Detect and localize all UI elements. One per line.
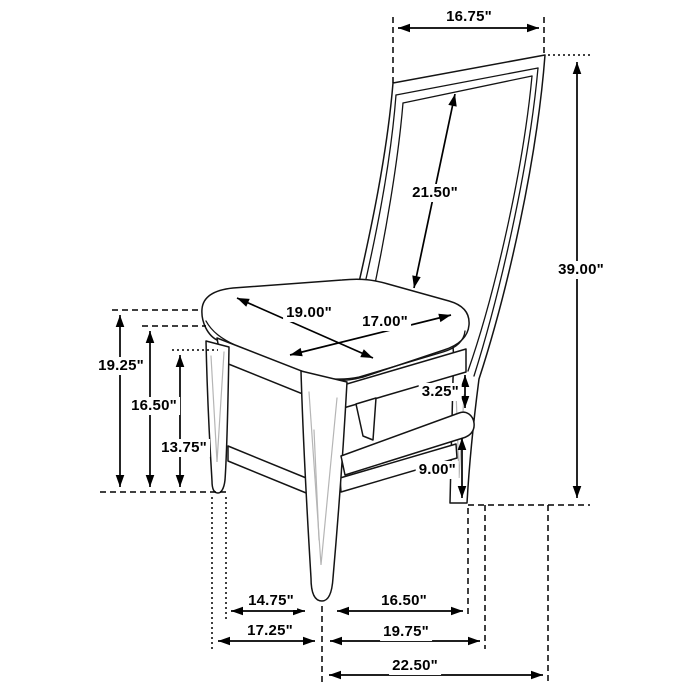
- dim-label-right-upper-gap: 3.25": [419, 383, 462, 401]
- chair-front-left-leg: [206, 341, 229, 493]
- dim-label-bottom-row2-left: 17.25": [244, 622, 296, 640]
- dim-label-left-outer: 19.25": [95, 357, 147, 375]
- chair-corner-brace: [356, 398, 376, 440]
- dim-label-backrest-diagonal: 21.50": [409, 184, 461, 202]
- dim-label-right-lower-gap: 9.00": [416, 461, 459, 479]
- dim-label-top-width: 16.75": [443, 8, 495, 26]
- dim-label-left-inner: 13.75": [158, 439, 210, 457]
- dim-label-overall-height: 39.00": [555, 261, 607, 279]
- chair-front-right-leg: [301, 371, 347, 601]
- dim-label-seat-diagonal-width: 17.00": [359, 313, 411, 331]
- dim-label-bottom-row2-right: 19.75": [380, 623, 432, 641]
- dim-label-left-middle: 16.50": [128, 397, 180, 415]
- dim-label-seat-diagonal-depth: 19.00": [283, 304, 335, 322]
- dim-label-bottom-row1-right: 16.50": [378, 592, 430, 610]
- dim-label-bottom-row3-total: 22.50": [389, 657, 441, 675]
- dim-label-bottom-row1-left: 14.75": [245, 592, 297, 610]
- chair-front-stretcher: [228, 446, 316, 497]
